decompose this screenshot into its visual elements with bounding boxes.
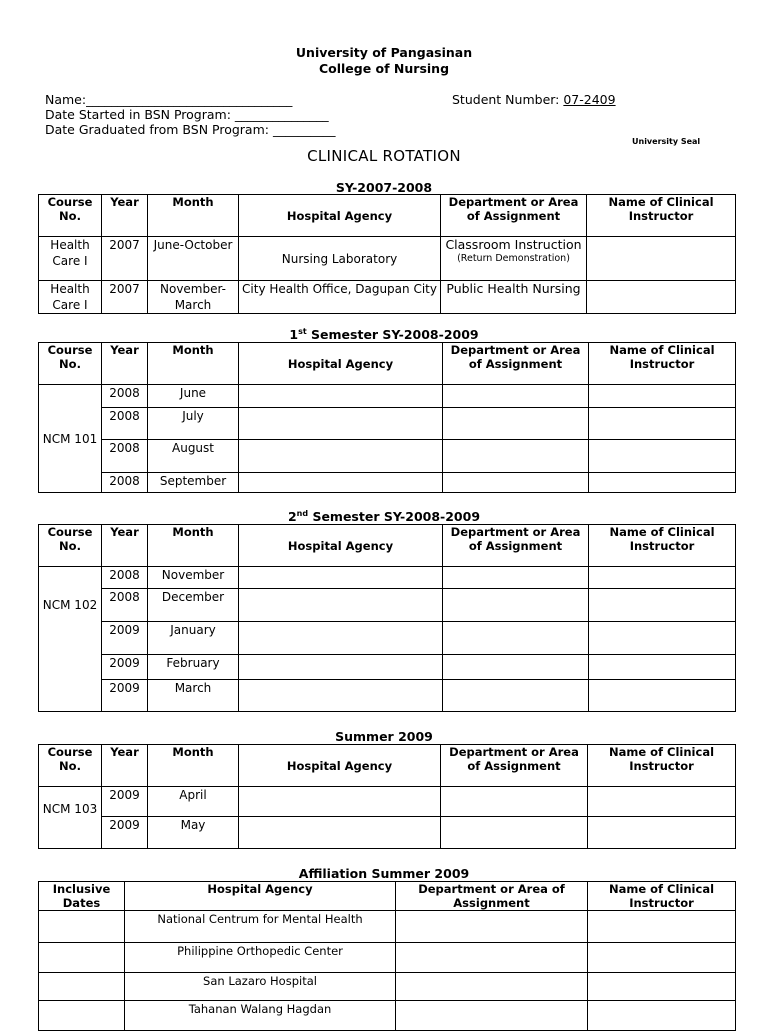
table-sy2007 bbox=[38, 194, 736, 314]
university-seal-label: University Seal bbox=[632, 137, 701, 146]
agency-cell: National Centrum for Mental Health bbox=[125, 911, 396, 943]
section-title-sy2007: SY-2007-2008 bbox=[335, 180, 433, 195]
col-agency: Hospital Agency bbox=[239, 525, 443, 567]
table-row bbox=[39, 567, 736, 589]
month-cell: August bbox=[148, 440, 239, 473]
month-cell: May bbox=[148, 817, 239, 849]
col-agency: Hospital Agency bbox=[239, 343, 443, 385]
agency-cell: Nursing Laboratory bbox=[239, 237, 441, 281]
month-cell: June bbox=[148, 385, 239, 408]
col-year: Year bbox=[102, 195, 148, 237]
course-cell: Health Care I bbox=[39, 281, 102, 314]
instructor-cell bbox=[588, 787, 736, 817]
instructor-cell bbox=[588, 817, 736, 849]
col-agency: Hospital Agency bbox=[239, 195, 441, 237]
col-dept: Department or Area of Assignment bbox=[441, 195, 587, 237]
instructor-cell bbox=[589, 622, 736, 655]
agency-cell: San Lazaro Hospital bbox=[125, 973, 396, 1001]
col-dept: Department or Area of Assignment bbox=[441, 745, 588, 787]
year-cell: 2009 bbox=[102, 817, 148, 849]
year-cell: 2009 bbox=[102, 787, 148, 817]
instructor-cell bbox=[587, 281, 736, 314]
dept-cell bbox=[443, 655, 589, 680]
table-row bbox=[39, 281, 736, 314]
col-year: Year bbox=[102, 745, 148, 787]
dept-cell bbox=[443, 589, 589, 622]
course-cell: NCM 102 bbox=[39, 567, 102, 712]
agency-cell: City Health Office, Dagupan City bbox=[239, 281, 441, 314]
course-cell: NCM 103 bbox=[39, 787, 102, 849]
col-agency: Hospital Agency bbox=[239, 745, 441, 787]
table-row bbox=[39, 622, 736, 655]
section-title-affiliation: Affiliation Summer 2009 bbox=[298, 866, 470, 881]
month-cell: November bbox=[148, 567, 239, 589]
dept-cell bbox=[441, 787, 588, 817]
dept-cell bbox=[441, 237, 587, 281]
instructor-cell bbox=[589, 408, 736, 440]
table-row bbox=[39, 973, 736, 1001]
course-cell: Health Care I bbox=[39, 237, 102, 281]
sem2-title-suffix: nd bbox=[296, 509, 309, 518]
month-cell: March bbox=[148, 680, 239, 712]
instructor-cell bbox=[588, 943, 736, 973]
table-affiliation bbox=[38, 881, 736, 1031]
name-field: Name:_________________________________ bbox=[45, 92, 293, 107]
table-row bbox=[39, 589, 736, 622]
agency-cell: Philippine Orthopedic Center bbox=[125, 943, 396, 973]
instructor-cell bbox=[588, 911, 736, 943]
student-number-label: Student Number: bbox=[452, 92, 564, 107]
col-month: Month bbox=[148, 343, 239, 385]
col-course: Course No. bbox=[39, 525, 102, 567]
col-course: Course No. bbox=[39, 343, 102, 385]
student-number-field bbox=[452, 92, 616, 107]
dept-cell bbox=[443, 622, 589, 655]
student-number-value: 07-2409 bbox=[563, 92, 616, 107]
table-summer bbox=[38, 744, 736, 849]
col-year: Year bbox=[102, 525, 148, 567]
year-cell: 2008 bbox=[102, 473, 148, 493]
instructor-cell bbox=[588, 973, 736, 1001]
table-row bbox=[39, 680, 736, 712]
dept-cell bbox=[396, 911, 588, 943]
table-row bbox=[39, 787, 736, 817]
sem1-title-suffix: st bbox=[298, 327, 307, 336]
month-cell: July bbox=[148, 408, 239, 440]
col-month: Month bbox=[148, 525, 239, 567]
sem2-title-number: 2 bbox=[287, 509, 297, 525]
dept-cell bbox=[396, 1001, 588, 1031]
year-cell: 2008 bbox=[102, 385, 148, 408]
agency-cell bbox=[239, 408, 443, 440]
col-instructor: Name of Clinical Instructor bbox=[589, 343, 736, 385]
dept-note: (Return Demonstration) bbox=[457, 253, 570, 264]
month-cell: November-March bbox=[148, 281, 239, 314]
table-row bbox=[39, 943, 736, 973]
agency-cell bbox=[239, 680, 443, 712]
table-row bbox=[39, 817, 736, 849]
table-row bbox=[39, 237, 736, 281]
col-dept: Department or Area of Assignment bbox=[443, 525, 589, 567]
year-cell: 2009 bbox=[102, 622, 148, 655]
university-name: University of Pangasinan bbox=[295, 45, 473, 60]
dates-cell bbox=[39, 911, 125, 943]
instructor-cell bbox=[589, 655, 736, 680]
dates-cell bbox=[39, 943, 125, 973]
month-cell: February bbox=[148, 655, 239, 680]
instructor-cell bbox=[587, 237, 736, 281]
dept-cell bbox=[443, 385, 589, 408]
table-sem2 bbox=[38, 524, 736, 712]
instructor-cell bbox=[589, 589, 736, 622]
month-cell: September bbox=[148, 473, 239, 493]
dept-cell bbox=[396, 973, 588, 1001]
table-row bbox=[39, 385, 736, 408]
year-cell: 2007 bbox=[102, 237, 148, 281]
agency-cell bbox=[239, 622, 443, 655]
agency-cell bbox=[239, 787, 441, 817]
agency-cell bbox=[239, 567, 443, 589]
month-cell: April bbox=[148, 787, 239, 817]
instructor-cell bbox=[589, 567, 736, 589]
instructor-cell bbox=[589, 385, 736, 408]
table-row bbox=[39, 440, 736, 473]
month-cell: January bbox=[148, 622, 239, 655]
sem2-title-text: Semester SY-2008-2009 bbox=[308, 509, 481, 525]
col-month: Month bbox=[148, 745, 239, 787]
agency-cell bbox=[239, 817, 441, 849]
col-instructor: Name of Clinical Instructor bbox=[588, 882, 736, 911]
dept-cell bbox=[443, 473, 589, 493]
table-sem1 bbox=[38, 342, 736, 493]
instructor-cell bbox=[589, 440, 736, 473]
agency-cell bbox=[239, 589, 443, 622]
dept-cell bbox=[441, 817, 588, 849]
agency-cell bbox=[239, 440, 443, 473]
month-cell: June-October bbox=[148, 237, 239, 281]
year-cell: 2008 bbox=[102, 440, 148, 473]
col-agency: Hospital Agency bbox=[125, 882, 396, 911]
section-title-sem1 bbox=[0, 327, 768, 342]
col-inclusive: Inclusive Dates bbox=[39, 882, 125, 911]
year-cell: 2009 bbox=[102, 680, 148, 712]
dates-cell bbox=[39, 973, 125, 1001]
col-course: Course No. bbox=[39, 195, 102, 237]
dept-cell bbox=[443, 440, 589, 473]
col-course: Course No. bbox=[39, 745, 102, 787]
instructor-cell bbox=[588, 1001, 736, 1031]
col-year: Year bbox=[102, 343, 148, 385]
year-cell: 2008 bbox=[102, 567, 148, 589]
year-cell: 2007 bbox=[102, 281, 148, 314]
date-graduated-field: Date Graduated from BSN Program: __________ bbox=[45, 122, 336, 137]
year-cell: 2008 bbox=[102, 589, 148, 622]
col-instructor: Name of Clinical Instructor bbox=[589, 525, 736, 567]
dept-cell bbox=[443, 680, 589, 712]
col-instructor: Name of Clinical Instructor bbox=[587, 195, 736, 237]
sem1-title-number: 1 bbox=[289, 327, 299, 343]
college-name: College of Nursing bbox=[318, 61, 450, 76]
dept-cell bbox=[396, 943, 588, 973]
table-row bbox=[39, 408, 736, 440]
table-row bbox=[39, 911, 736, 943]
col-dept: Department or Area of Assignment bbox=[443, 343, 589, 385]
table-row bbox=[39, 655, 736, 680]
instructor-cell bbox=[589, 680, 736, 712]
dept-cell bbox=[443, 408, 589, 440]
page-title: CLINICAL ROTATION bbox=[307, 147, 461, 165]
dates-cell bbox=[39, 1001, 125, 1031]
section-title-sem2 bbox=[0, 509, 768, 524]
agency-cell bbox=[239, 655, 443, 680]
course-cell: NCM 101 bbox=[39, 385, 102, 493]
year-cell: 2009 bbox=[102, 655, 148, 680]
instructor-cell bbox=[589, 473, 736, 493]
col-dept: Department or Area of Assignment bbox=[396, 882, 588, 911]
date-started-field: Date Started in BSN Program: _______________ bbox=[45, 107, 329, 122]
table-row bbox=[39, 473, 736, 493]
col-instructor: Name of Clinical Instructor bbox=[588, 745, 736, 787]
month-cell: December bbox=[148, 589, 239, 622]
year-cell: 2008 bbox=[102, 408, 148, 440]
agency-cell bbox=[239, 473, 443, 493]
agency-cell: Tahanan Walang Hagdan bbox=[125, 1001, 396, 1031]
sem1-title-text: Semester SY-2008-2009 bbox=[306, 327, 479, 343]
section-title-summer: Summer 2009 bbox=[335, 729, 433, 744]
dept-cell bbox=[443, 567, 589, 589]
dept-text: Classroom Instruction bbox=[445, 237, 582, 252]
agency-cell bbox=[239, 385, 443, 408]
table-row bbox=[39, 1001, 736, 1031]
dept-cell: Public Health Nursing bbox=[441, 281, 587, 314]
col-month: Month bbox=[148, 195, 239, 237]
